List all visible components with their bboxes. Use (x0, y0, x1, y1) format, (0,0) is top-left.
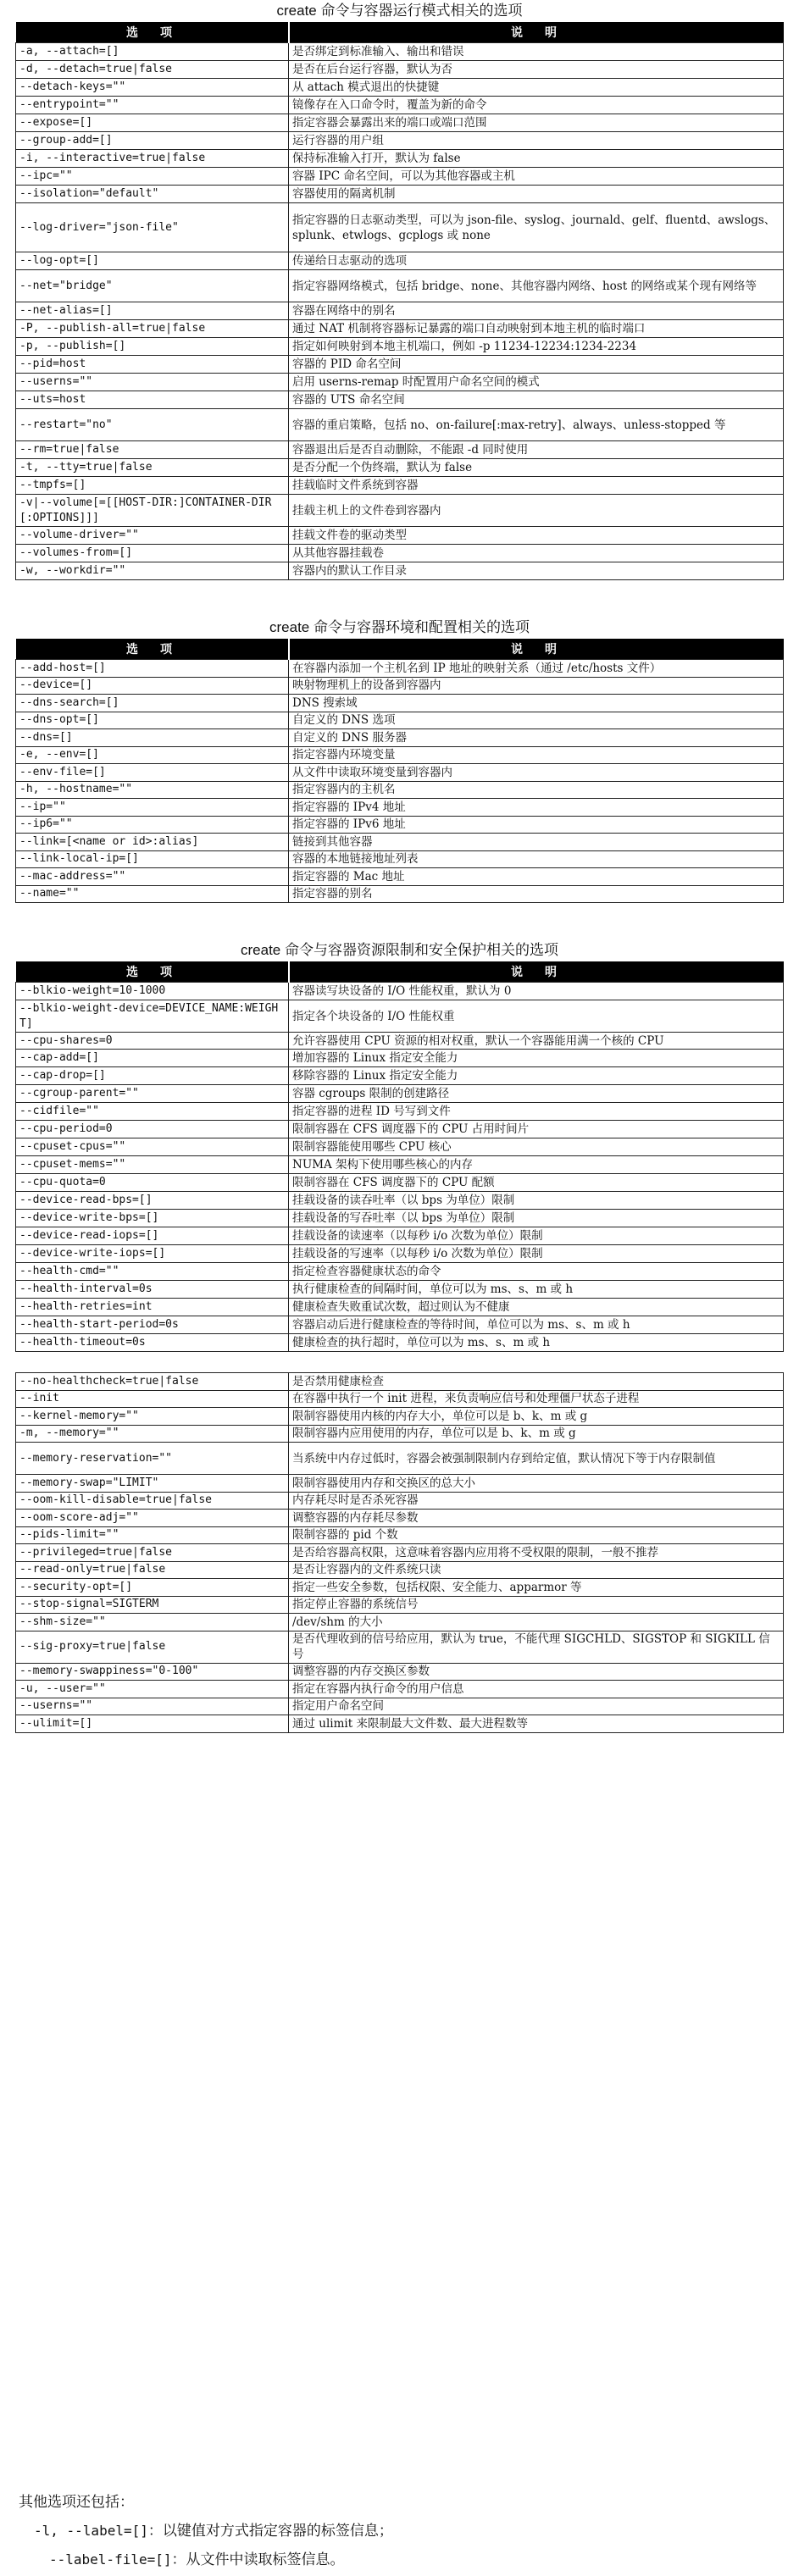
table-row (16, 252, 784, 270)
table-row (16, 79, 784, 97)
description-cell: 限制容器在 CFS 调度器下的 CPU 配额 (289, 1174, 784, 1192)
option-cell: -w, --workdir="" (16, 562, 289, 580)
column-header-description: 说 明 (289, 639, 784, 660)
table-row (16, 1526, 784, 1544)
description-cell: 容器的本地链接地址列表 (289, 850, 784, 868)
other-option-text: ：以键值对方式指定容器的标签信息； (147, 2523, 393, 2540)
table-row (16, 1544, 784, 1562)
description-cell: 在容器中执行一个 init 进程，来负责响应信号和处理僵尸状态子进程 (289, 1390, 784, 1408)
option-cell: --shm-size="" (16, 1614, 289, 1631)
table-row (16, 270, 784, 302)
column-header-description: 说 明 (289, 961, 784, 983)
description-cell: 挂载设备的读速率（以每秒 i/o 次数为单位）限制 (289, 1227, 784, 1245)
description-cell: 指定容器内的主机名 (289, 781, 784, 799)
description-cell: NUMA 架构下使用哪些核心的内存 (289, 1156, 784, 1174)
table-row (16, 320, 784, 338)
description-cell: 指定容器网络模式，包括 bridge、none、其他容器内网络、host 的网络或某个现有网络等 (289, 270, 784, 302)
option-cell: --volume-driver="" (16, 527, 289, 545)
table-row (16, 1681, 784, 1698)
option-cell: -p, --publish=[] (16, 338, 289, 356)
section-environment-options (15, 617, 784, 903)
option-cell: --add-host=[] (16, 660, 289, 678)
table-row (16, 1698, 784, 1715)
option-cell: --health-start-period=0s (16, 1316, 289, 1334)
description-cell: 指定容器的别名 (289, 885, 784, 903)
description-cell: 挂载主机上的文件卷到容器内 (289, 495, 784, 527)
description-cell: 在容器内添加一个主机名到 IP 地址的映射关系（通过 /etc/hosts 文件） (289, 660, 784, 678)
table-row (16, 1390, 784, 1408)
option-cell: --device-read-iops=[] (16, 1227, 289, 1245)
description-cell: 保持标准输入打开，默认为 false (289, 150, 784, 168)
description-cell: 挂载设备的读吞吐率（以 bps 为单位）限制 (289, 1192, 784, 1210)
table-row (16, 1192, 784, 1210)
table-row (16, 97, 784, 114)
option-cell: -v|--volume[=[[HOST-DIR:]CONTAINER-DIR[:OPTIONS]]] (16, 495, 289, 527)
description-cell: 限制容器使用内存和交换区的总大小 (289, 1475, 784, 1493)
column-header-option: 选 项 (16, 639, 289, 660)
description-cell: 镜像存在入口命令时，覆盖为新的命令 (289, 97, 784, 114)
section-resource-security-options (15, 939, 784, 1352)
table-row (16, 391, 784, 409)
table-row (16, 834, 784, 851)
description-cell: 容器的 UTS 命名空间 (289, 391, 784, 409)
other-option-code: -l, --label=[] (34, 2523, 148, 2539)
option-cell: --device-write-iops=[] (16, 1245, 289, 1263)
table-row (16, 1050, 784, 1067)
table-row (16, 1085, 784, 1103)
table-row (16, 1121, 784, 1138)
description-cell: 是否让容器内的文件系统只读 (289, 1561, 784, 1579)
table-row (16, 712, 784, 729)
option-cell: --uts=host (16, 391, 289, 409)
table-row (16, 302, 784, 320)
description-cell: 允许容器使用 CPU 资源的相对权重，默认一个容器能用满一个核的 CPU (289, 1033, 784, 1050)
description-cell: 是否分配一个伪终端，默认为 false (289, 459, 784, 477)
option-cell: --cpuset-mems="" (16, 1156, 289, 1174)
option-cell: --health-retries=int (16, 1299, 289, 1316)
description-cell: 从其他容器挂载卷 (289, 545, 784, 562)
description-cell: 当系统中内存过低时，容器会被强制限制内存到给定值，默认情况下等于内存限制值 (289, 1443, 784, 1475)
table-row (16, 562, 784, 580)
option-cell: --rm=true|false (16, 441, 289, 459)
table-row (16, 1614, 784, 1631)
table-row (16, 1316, 784, 1334)
description-cell: 是否代理收到的信号给应用，默认为 true，不能代理 SIGCHLD、SIGSTOP 和 SIGKILL 信号 (289, 1631, 784, 1663)
table-row (16, 1210, 784, 1227)
table-row (16, 1103, 784, 1121)
description-cell: 执行健康检查的间隔时间，单位可以为 ms、s、m 或 h (289, 1281, 784, 1299)
description-cell: 通过 ulimit 来限制最大文件数、最大进程数等 (289, 1715, 784, 1733)
table-row (16, 1425, 784, 1443)
description-cell: 容器 cgroups 限制的创建路径 (289, 1085, 784, 1103)
table-row (16, 660, 784, 678)
option-cell: --stop-signal=SIGTERM (16, 1596, 289, 1614)
other-option-text: ：从文件中读取标签信息。 (171, 2551, 345, 2568)
option-cell: --health-timeout=0s (16, 1334, 289, 1352)
option-cell: --group-add=[] (16, 132, 289, 150)
table-row (16, 545, 784, 562)
option-cell: --health-cmd="" (16, 1263, 289, 1281)
table-row (16, 1492, 784, 1510)
description-cell: 挂载文件卷的驱动类型 (289, 527, 784, 545)
table-row (16, 356, 784, 374)
table-row (16, 1715, 784, 1733)
option-cell: --device=[] (16, 677, 289, 695)
option-cell: --restart="no" (16, 409, 289, 441)
option-cell: --blkio-weight=10-1000 (16, 983, 289, 1000)
table-row (16, 203, 784, 252)
description-cell: 限制容器内应用使用的内存，单位可以是 b、k、m 或 g (289, 1425, 784, 1443)
description-cell: 容器的 PID 命名空间 (289, 356, 784, 374)
option-cell: --kernel-memory="" (16, 1408, 289, 1426)
description-cell: 指定如何映射到本地主机端口，例如 -p 11234-12234:1234-2234 (289, 338, 784, 356)
option-cell: -m, --memory="" (16, 1425, 289, 1443)
table-row (16, 495, 784, 527)
table-row (16, 1067, 784, 1085)
description-cell: 容器使用的隔离机制 (289, 186, 784, 203)
option-cell: -e, --env=[] (16, 746, 289, 764)
table-row (16, 983, 784, 1000)
option-cell: --volumes-from=[] (16, 545, 289, 562)
description-cell: 指定在容器内执行命令的用户信息 (289, 1681, 784, 1698)
description-cell: 容器启动后进行健康检查的等待时间，单位可以为 ms、s、m 或 h (289, 1316, 784, 1334)
description-cell: /dev/shm 的大小 (289, 1614, 784, 1631)
table-row (16, 1596, 784, 1614)
option-cell: --device-write-bps=[] (16, 1210, 289, 1227)
other-options (19, 2489, 393, 2574)
option-cell: --tmpfs=[] (16, 477, 289, 495)
option-cell: --cap-drop=[] (16, 1067, 289, 1085)
description-cell: 健康检查失败重试次数，超过则认为不健康 (289, 1299, 784, 1316)
table-row (16, 1299, 784, 1316)
option-cell: --pids-limit="" (16, 1526, 289, 1544)
description-cell: 指定用户命名空间 (289, 1698, 784, 1715)
table-row (16, 186, 784, 203)
option-cell: --log-driver="json-file" (16, 203, 289, 252)
option-cell: --memory-swappiness="0-100" (16, 1663, 289, 1681)
description-cell: 容器内的默认工作目录 (289, 562, 784, 580)
table-row (16, 527, 784, 545)
option-cell: --ulimit=[] (16, 1715, 289, 1733)
description-cell: 容器读写块设备的 I/O 性能权重，默认为 0 (289, 983, 784, 1000)
description-cell: 自定义的 DNS 服务器 (289, 729, 784, 747)
description-cell: 调整容器的内存交换区参数 (289, 1663, 784, 1681)
section-title: create 命令与容器资源限制和安全保护相关的选项 (241, 942, 558, 958)
option-cell: --userns="" (16, 1698, 289, 1715)
description-cell: 限制容器能使用哪些 CPU 核心 (289, 1138, 784, 1156)
other-options-intro: 其他选项还包括： (19, 2494, 134, 2511)
option-cell: --memory-reservation="" (16, 1443, 289, 1475)
description-cell: 容器退出后是否自动删除，不能跟 -d 同时使用 (289, 441, 784, 459)
table-row (16, 868, 784, 886)
option-cell: --ip6="" (16, 816, 289, 834)
table-row (16, 459, 784, 477)
option-cell: --net="bridge" (16, 270, 289, 302)
description-cell: 健康检查的执行超时，单位可以为 ms、s、m 或 h (289, 1334, 784, 1352)
options-table (15, 1372, 784, 1733)
section-resource-security-options-continued (15, 1372, 784, 1733)
description-cell: 指定容器会暴露出来的端口或端口范围 (289, 114, 784, 132)
option-cell: --log-opt=[] (16, 252, 289, 270)
description-cell: 指定各个块设备的 I/O 性能权重 (289, 1000, 784, 1033)
table-row (16, 1227, 784, 1245)
table-row (16, 114, 784, 132)
option-cell: -h, --hostname="" (16, 781, 289, 799)
description-cell: 从 attach 模式退出的快捷键 (289, 79, 784, 97)
table-row (16, 43, 784, 61)
option-cell: --detach-keys="" (16, 79, 289, 97)
description-cell: 指定一些安全参数，包括权限、安全能力、apparmor 等 (289, 1579, 784, 1597)
description-cell: 指定容器的日志驱动类型，可以为 json-file、syslog、journald、gelf、fluentd、awslogs、splunk、etwlogs、gcplogs 或 none (289, 203, 784, 252)
option-cell: --memory-swap="LIMIT" (16, 1475, 289, 1493)
other-option-item (19, 2546, 393, 2574)
options-table (15, 961, 784, 1352)
description-cell: 链接到其他容器 (289, 834, 784, 851)
table-row (16, 850, 784, 868)
description-cell: 指定容器内环境变量 (289, 746, 784, 764)
description-cell: 是否绑定到标准输入、输出和错误 (289, 43, 784, 61)
table-row (16, 1561, 784, 1579)
description-cell: 指定检查容器健康状态的命令 (289, 1263, 784, 1281)
option-cell: --no-healthcheck=true|false (16, 1373, 289, 1391)
option-cell: --cidfile="" (16, 1103, 289, 1121)
description-cell: 容器 IPC 命名空间，可以为其他容器或主机 (289, 168, 784, 186)
option-cell: -a, --attach=[] (16, 43, 289, 61)
description-cell: 指定容器的 Mac 地址 (289, 868, 784, 886)
option-cell: --security-opt=[] (16, 1579, 289, 1597)
table-row (16, 477, 784, 495)
description-cell: 容器的重启策略，包括 no、on-failure[:max-retry]、always、unless-stopped 等 (289, 409, 784, 441)
description-cell: 自定义的 DNS 选项 (289, 712, 784, 729)
table-row (16, 1579, 784, 1597)
option-cell: --sig-proxy=true|false (16, 1631, 289, 1663)
description-cell: 启用 userns-remap 时配置用户命名空间的模式 (289, 374, 784, 391)
table-row (16, 1334, 784, 1352)
section-title: create 命令与容器运行模式相关的选项 (276, 3, 523, 19)
description-cell: 是否给容器高权限，这意味着容器内应用将不受权限的限制，一般不推荐 (289, 1544, 784, 1562)
option-cell: --blkio-weight-device=DEVICE_NAME:WEIGHT] (16, 1000, 289, 1033)
option-cell: --entrypoint="" (16, 97, 289, 114)
option-cell: -i, --interactive=true|false (16, 150, 289, 168)
table-row (16, 764, 784, 782)
description-cell: 增加容器的 Linux 指定安全能力 (289, 1050, 784, 1067)
table-row (16, 816, 784, 834)
description-cell: 指定容器的进程 ID 号写到文件 (289, 1103, 784, 1121)
option-cell: --pid=host (16, 356, 289, 374)
option-cell: --dns=[] (16, 729, 289, 747)
option-cell: --mac-address="" (16, 868, 289, 886)
description-cell: 运行容器的用户组 (289, 132, 784, 150)
table-row (16, 746, 784, 764)
table-row (16, 409, 784, 441)
option-cell: --isolation="default" (16, 186, 289, 203)
description-cell: 内存耗尽时是否杀死容器 (289, 1492, 784, 1510)
table-row (16, 150, 784, 168)
option-cell: --device-read-bps=[] (16, 1192, 289, 1210)
description-cell: 移除容器的 Linux 指定安全能力 (289, 1067, 784, 1085)
option-cell: --dns-search=[] (16, 695, 289, 712)
table-row (16, 1443, 784, 1475)
description-cell: 容器在网络中的别名 (289, 302, 784, 320)
column-header-option: 选 项 (16, 22, 289, 43)
table-row (16, 677, 784, 695)
table-row (16, 338, 784, 356)
column-header-option: 选 项 (16, 961, 289, 983)
option-cell: --cpu-quota=0 (16, 1174, 289, 1192)
description-cell: 挂载设备的写速率（以每秒 i/o 次数为单位）限制 (289, 1245, 784, 1263)
table-row (16, 1174, 784, 1192)
description-cell: 指定容器的 IPv4 地址 (289, 799, 784, 817)
option-cell: --cpu-period=0 (16, 1121, 289, 1138)
option-cell: --cpu-shares=0 (16, 1033, 289, 1050)
table-row (16, 132, 784, 150)
table-row (16, 781, 784, 799)
table-row (16, 441, 784, 459)
description-cell: 传递给日志驱动的选项 (289, 252, 784, 270)
description-cell: 挂载设备的写吞吐率（以 bps 为单位）限制 (289, 1210, 784, 1227)
description-cell: 指定停止容器的系统信号 (289, 1596, 784, 1614)
option-cell: --name="" (16, 885, 289, 903)
option-cell: --ipc="" (16, 168, 289, 186)
table-row (16, 1138, 784, 1156)
description-cell: 限制容器使用内核的内存大小，单位可以是 b、k、m 或 g (289, 1408, 784, 1426)
option-cell: -u, --user="" (16, 1681, 289, 1698)
description-cell: 限制容器在 CFS 调度器下的 CPU 占用时间片 (289, 1121, 784, 1138)
option-cell: --userns="" (16, 374, 289, 391)
table-row (16, 1663, 784, 1681)
section-title: create 命令与容器环境和配置相关的选项 (269, 619, 530, 635)
table-row (16, 1510, 784, 1527)
description-cell: 挂载临时文件系统到容器 (289, 477, 784, 495)
option-cell: --privileged=true|false (16, 1544, 289, 1562)
table-row (16, 1263, 784, 1281)
option-cell: --cgroup-parent="" (16, 1085, 289, 1103)
description-cell: 是否在后台运行容器，默认为否 (289, 61, 784, 79)
other-option-item (19, 2517, 393, 2546)
option-cell: --net-alias=[] (16, 302, 289, 320)
option-cell: --oom-score-adj="" (16, 1510, 289, 1527)
option-cell: --expose=[] (16, 114, 289, 132)
table-row (16, 1033, 784, 1050)
description-cell: 限制容器的 pid 个数 (289, 1526, 784, 1544)
table-row (16, 1000, 784, 1033)
option-cell: --oom-kill-disable=true|false (16, 1492, 289, 1510)
table-row (16, 1631, 784, 1663)
option-cell: --cap-add=[] (16, 1050, 289, 1067)
table-row (16, 61, 784, 79)
table-row (16, 1156, 784, 1174)
description-cell: 是否禁用健康检查 (289, 1373, 784, 1391)
description-cell: 指定容器的 IPv6 地址 (289, 816, 784, 834)
description-cell: 通过 NAT 机制将容器标记暴露的端口自动映射到本地主机的临时端口 (289, 320, 784, 338)
table-row (16, 1245, 784, 1263)
option-cell: --dns-opt=[] (16, 712, 289, 729)
option-cell: --link-local-ip=[] (16, 850, 289, 868)
table-row (16, 885, 784, 903)
description-cell: 调整容器的内存耗尽参数 (289, 1510, 784, 1527)
table-row (16, 1475, 784, 1493)
option-cell: -t, --tty=true|false (16, 459, 289, 477)
option-cell: --read-only=true|false (16, 1561, 289, 1579)
option-cell: --ip="" (16, 799, 289, 817)
description-cell: 从文件中读取环境变量到容器内 (289, 764, 784, 782)
options-table (15, 22, 784, 580)
table-row (16, 695, 784, 712)
table-row (16, 1281, 784, 1299)
option-cell: --cpuset-cpus="" (16, 1138, 289, 1156)
options-table (15, 639, 784, 903)
other-option-code: --label-file=[] (49, 2551, 172, 2568)
column-header-description: 说 明 (289, 22, 784, 43)
option-cell: --init (16, 1390, 289, 1408)
option-cell: --link=[<name or id>:alias] (16, 834, 289, 851)
option-cell: -d, --detach=true|false (16, 61, 289, 79)
table-row (16, 799, 784, 817)
description-cell: DNS 搜索域 (289, 695, 784, 712)
table-row (16, 729, 784, 747)
table-row (16, 1408, 784, 1426)
option-cell: --env-file=[] (16, 764, 289, 782)
option-cell: --health-interval=0s (16, 1281, 289, 1299)
section-runtime-options (15, 0, 784, 580)
table-row (16, 168, 784, 186)
table-row (16, 1373, 784, 1391)
description-cell: 映射物理机上的设备到容器内 (289, 677, 784, 695)
option-cell: -P, --publish-all=true|false (16, 320, 289, 338)
table-row (16, 374, 784, 391)
